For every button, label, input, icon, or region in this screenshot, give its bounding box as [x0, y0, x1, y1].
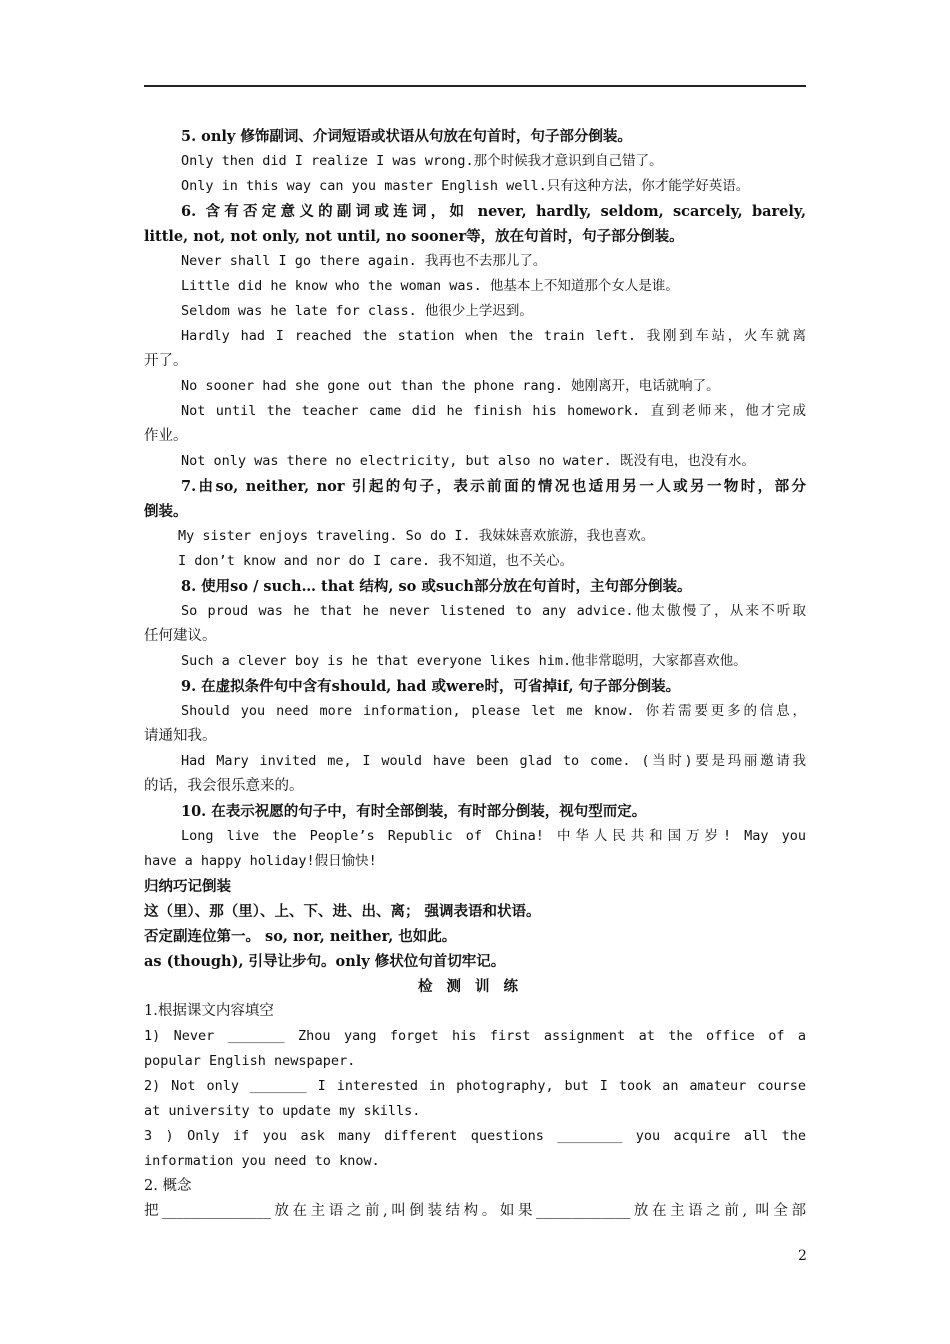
- text-line: have a happy holiday!假日愉快!: [144, 853, 377, 869]
- text-line: 归纳巧记倒装: [144, 878, 231, 895]
- text-line: 1.根据课文内容填空: [144, 1003, 274, 1019]
- text-line: Not until the teacher came did he finish his homework. 直到老师来，他才完成: [181, 403, 806, 419]
- text-line: 这（里）、那（里）、上、下、进、出、离； 强调表语和状语。: [144, 903, 541, 920]
- text-line: 否定副连位第一。 so, nor, neither, 也如此。: [144, 928, 457, 945]
- text-line: Only then did I realize I was wrong.那个时候我才意识到自己错了。: [181, 153, 663, 169]
- page-number: 2: [798, 1248, 807, 1264]
- text-line: So proud was he that he never listened to any advice.他太傲慢了，从来不听取: [181, 603, 806, 619]
- text-line: 7.由so, neither, nor 引起的句子，表示前面的情况也适用另一人或另一物时，部分: [181, 478, 806, 495]
- text-line: 2. 概念: [144, 1178, 192, 1194]
- document-body: [144, 124, 806, 1224]
- text-line: at university to update my skills.: [144, 1103, 421, 1119]
- text-line: Never shall I go there again. 我再也不去那儿了。: [181, 253, 547, 269]
- text-line: 2) Not only _______ I interested in photography, but I took an amateur course: [144, 1078, 806, 1094]
- text-line: 1) Never _______ Zhou yang forget his first assignment at the office of a: [144, 1028, 806, 1044]
- text-line: 8. 使用so / such… that 结构, so 或such部分放在句首时，主句部分倒装。: [181, 578, 692, 595]
- text-line: 任何建议。: [144, 628, 217, 644]
- text-line: 3 ) Only if you ask many different questions ________ you acquire all the: [144, 1128, 806, 1144]
- text-line: No sooner had she gone out than the phone rang. 她刚离开，电话就响了。: [181, 378, 720, 394]
- text-line: 9. 在虚拟条件句中含有should, had 或were时，可省掉if, 句子部分倒装。: [181, 678, 681, 695]
- text-line: 把_______________放在主语之前,叫倒装结构。如果_____________放在主语之前, 叫全部: [144, 1203, 806, 1219]
- text-line: My sister enjoys traveling. So do I. 我妹妹喜欢旅游，我也喜欢。: [178, 528, 655, 544]
- text-line: little, not, not only, not until, no sooner等，放在句首时，句子部分倒装。: [144, 228, 684, 245]
- text-line: Should you need more information, please let me know. 你若需要更多的信息，: [181, 703, 806, 719]
- text-line: Such a clever boy is he that everyone likes him.他非常聪明，大家都喜欢他。: [181, 653, 747, 669]
- text-line: Hardly had I reached the station when the train left. 我刚到车站，火车就离: [181, 328, 806, 344]
- text-line: Seldom was he late for class. 他很少上学迟到。: [181, 303, 533, 319]
- text-line: 6. 含有否定意义的副词或连词，如 never, hardly, seldom, scarcely, barely,: [181, 203, 806, 220]
- text-line: 5. only 修饰副词、介词短语或状语从句放在句首时，句子部分倒装。: [181, 128, 632, 145]
- header-rule: [144, 85, 806, 87]
- text-line: 请通知我。: [144, 728, 217, 744]
- text-line: Long live the People’s Republic of China! 中华人民共和国万岁! May you: [181, 828, 806, 844]
- text-line: 作业。: [144, 428, 188, 444]
- text-line: 的话，我会很乐意来的。: [144, 778, 304, 794]
- text-line: Had Mary invited me, I would have been glad to come. (当时)要是玛丽邀请我: [181, 753, 806, 769]
- text-line: 10. 在表示祝愿的句子中，有时全部倒装，有时部分倒装，视句型而定。: [181, 803, 647, 820]
- text-line: Only in this way can you master English well.只有这种方法，你才能学好英语。: [181, 178, 750, 194]
- text-line: 倒装。: [144, 503, 188, 520]
- text-line: as (though), 引导让步句。only 修状位句首切牢记。: [144, 953, 506, 970]
- section-heading: 检测训练: [418, 978, 532, 995]
- text-line: Little did he know who the woman was. 他基本上不知道那个女人是谁。: [181, 278, 679, 294]
- text-line: Not only was there no electricity, but also no water. 既没有电，也没有水。: [181, 453, 755, 469]
- text-line: popular English newspaper.: [144, 1053, 356, 1069]
- text-line: information you need to know.: [144, 1153, 380, 1169]
- text-line: 开了。: [144, 353, 188, 369]
- text-line: I don’t know and nor do I care. 我不知道，也不关心。: [178, 553, 574, 569]
